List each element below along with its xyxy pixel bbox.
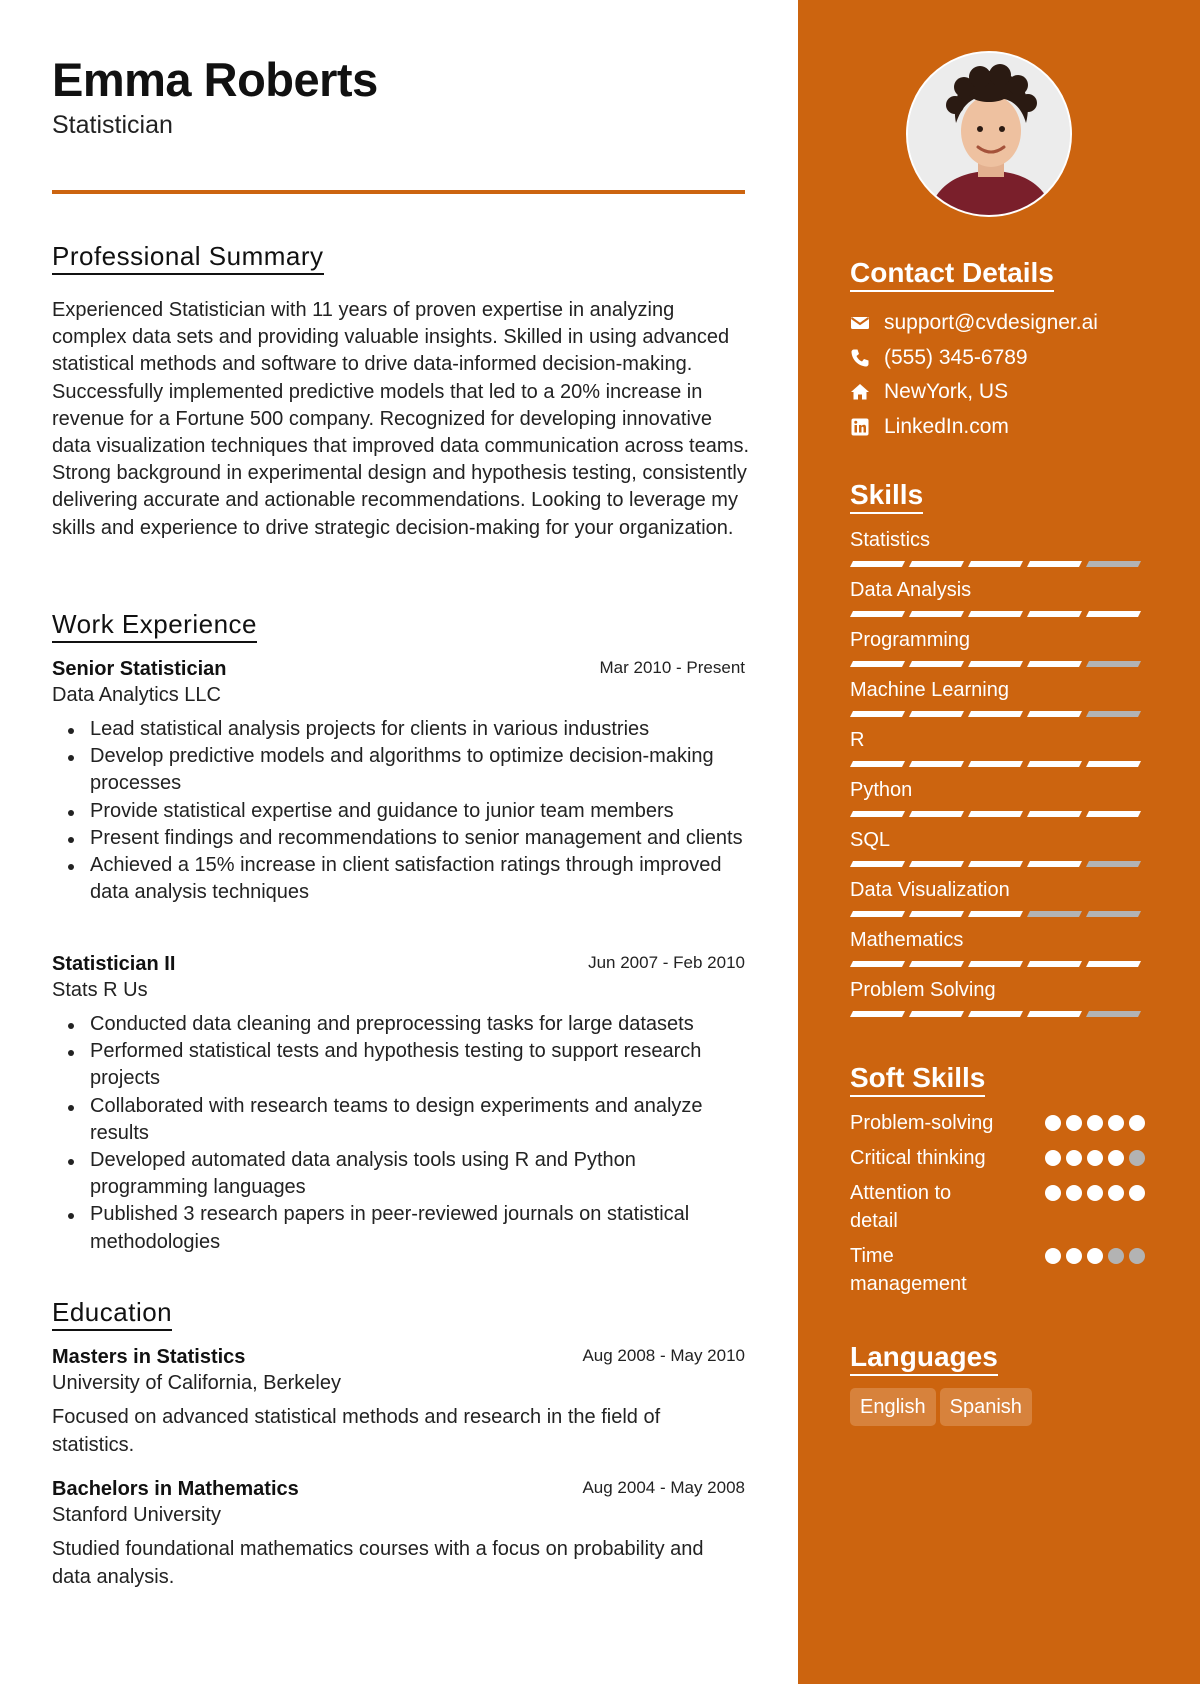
rating-dot-empty: [1108, 1248, 1124, 1264]
skill-item: [850, 827, 1150, 877]
skill-rating-bar: [850, 861, 1145, 867]
skill-segment-filled: [909, 1011, 964, 1017]
soft-skill-name: Problem-solving: [850, 1112, 994, 1134]
skill-rating-bar: [850, 711, 1145, 717]
skill-item: [850, 577, 1150, 627]
rating-dot-filled: [1087, 1150, 1103, 1166]
education-entry: [52, 1344, 745, 1459]
rating-dot-filled: [1045, 1185, 1061, 1201]
skill-segment-filled: [850, 1011, 905, 1017]
rating-dot-filled: [1066, 1248, 1082, 1264]
languages-heading: Languages: [850, 1340, 998, 1376]
skill-rating-bar: [850, 761, 1145, 767]
contact-phone[interactable]: [850, 343, 1180, 378]
job-bullets: [52, 1011, 745, 1256]
job-bullets: [52, 716, 745, 906]
skill-rating-bar: [850, 811, 1145, 817]
skill-segment-filled: [1086, 611, 1141, 617]
school-name: University of California, Berkeley: [52, 1372, 341, 1394]
skill-name: Data Visualization: [850, 879, 1010, 901]
rating-dot-filled: [1108, 1150, 1124, 1166]
soft-skill-rating: [1045, 1185, 1145, 1201]
rating-dot-filled: [1066, 1150, 1082, 1166]
rating-dot-filled: [1108, 1115, 1124, 1131]
skill-item: [850, 877, 1150, 927]
rating-dot-filled: [1045, 1150, 1061, 1166]
skill-segment-empty: [1086, 911, 1141, 917]
profile-photo: [906, 51, 1072, 217]
job-date: Mar 2010 - Present: [599, 658, 745, 677]
skill-segment-filled: [909, 561, 964, 567]
skill-segment-filled: [1086, 811, 1141, 817]
contact-linkedin-text: LinkedIn.com: [884, 414, 1009, 438]
job-entry: [52, 656, 745, 906]
skill-segment-empty: [1086, 711, 1141, 717]
skill-segment-filled: [1027, 861, 1082, 867]
language-tag: English: [850, 1388, 936, 1426]
header-divider: [52, 190, 745, 194]
skill-segment-filled: [1027, 561, 1082, 567]
summary-heading: Professional Summary: [52, 241, 324, 275]
rating-dot-filled: [1108, 1185, 1124, 1201]
languages-list: [850, 1388, 1036, 1426]
contact-email[interactable]: [850, 308, 1180, 343]
sidebar: [798, 0, 1200, 1684]
job-bullet: Provide statistical expertise and guidance to junior team members: [52, 798, 745, 825]
skill-rating-bar: [850, 1011, 1145, 1017]
soft-skill-name: Attention to detail: [850, 1182, 952, 1232]
soft-skill-rating: [1045, 1248, 1145, 1264]
soft-skill-item: [850, 1145, 1150, 1180]
skill-item: [850, 627, 1150, 677]
skill-segment-filled: [909, 961, 964, 967]
experience-heading: Work Experience: [52, 609, 257, 643]
skill-segment-filled: [1027, 661, 1082, 667]
soft-skill-rating: [1045, 1150, 1145, 1166]
skill-segment-empty: [1027, 911, 1082, 917]
skill-segment-filled: [968, 761, 1023, 767]
rating-dot-filled: [1045, 1115, 1061, 1131]
skill-segment-filled: [850, 861, 905, 867]
contact-email-text: support@cvdesigner.ai: [884, 311, 1098, 334]
skill-item: [850, 927, 1150, 977]
skill-segment-filled: [968, 611, 1023, 617]
skill-item: [850, 777, 1150, 827]
skill-segment-empty: [1086, 561, 1141, 567]
job-title: Senior Statistician: [52, 658, 227, 680]
skill-segment-filled: [968, 661, 1023, 667]
soft-skills-list: [850, 1110, 1150, 1303]
rating-dot-filled: [1066, 1185, 1082, 1201]
skill-segment-filled: [850, 611, 905, 617]
avatar-illustration: [908, 53, 1072, 217]
skill-segment-filled: [968, 811, 1023, 817]
rating-dot-filled: [1087, 1185, 1103, 1201]
skills-list: [850, 527, 1150, 1027]
skill-segment-filled: [909, 861, 964, 867]
rating-dot-empty: [1129, 1248, 1145, 1264]
education-heading: Education: [52, 1297, 172, 1331]
job-company: Stats R Us: [52, 979, 148, 1001]
skill-name: SQL: [850, 829, 891, 851]
skill-name: Programming: [850, 629, 971, 651]
skill-item: [850, 727, 1150, 777]
rating-dot-filled: [1066, 1115, 1082, 1131]
skill-segment-empty: [1086, 661, 1141, 667]
summary-text: Experienced Statistician with 11 years of proven expertise in analyzing complex data sets and providing valuable insights. Skilled in using advanced statistical methods and software to drive data-informed decision-making. Successfully implemented predictive models that led to a 20% increase in revenue for a Fortune 500 company. Recognized for developing innovative data visualization techniques that improved data communication across teams. Strong background in experimental design and hypothesis testing, consistently delivering accurate and actionable recommendations. Looking to leverage my skills and experience to drive strategic decision-making for your organization.: [52, 299, 750, 539]
skills-heading: Skills: [850, 478, 923, 514]
skill-segment-filled: [1027, 1011, 1082, 1017]
skill-rating-bar: [850, 611, 1145, 617]
linkedin-icon: [850, 417, 870, 437]
skill-name: Python: [850, 779, 913, 801]
soft-skill-item: [850, 1110, 1150, 1145]
skill-segment-filled: [1027, 761, 1082, 767]
job-date: Jun 2007 - Feb 2010: [588, 953, 745, 972]
soft-skill-name: Critical thinking: [850, 1147, 986, 1169]
skill-segment-filled: [850, 761, 905, 767]
skill-rating-bar: [850, 911, 1145, 917]
skill-segment-filled: [968, 561, 1023, 567]
skill-segment-empty: [1086, 1011, 1141, 1017]
skill-item: [850, 527, 1150, 577]
job-bullet: Developed automated data analysis tools using R and Python programming languages: [52, 1147, 745, 1201]
skill-segment-filled: [1027, 611, 1082, 617]
skill-segment-filled: [909, 661, 964, 667]
candidate-role: Statistician: [52, 111, 173, 139]
soft-skill-item: [850, 1243, 1150, 1303]
skill-segment-filled: [850, 561, 905, 567]
skill-name: Machine Learning: [850, 679, 1009, 701]
skill-item: [850, 977, 1150, 1027]
skill-rating-bar: [850, 661, 1145, 667]
job-bullet: Achieved a 15% increase in client satisfaction ratings through improved data analysis techniques: [52, 852, 745, 906]
skill-segment-filled: [968, 961, 1023, 967]
skill-segment-filled: [968, 1011, 1023, 1017]
job-entry: [52, 951, 745, 1256]
job-bullet: Published 3 research papers in peer-reviewed journals on statistical methodologies: [52, 1201, 745, 1255]
skill-segment-filled: [968, 911, 1023, 917]
job-bullet: Present findings and recommendations to senior management and clients: [52, 825, 745, 852]
degree-title: Masters in Statistics: [52, 1346, 246, 1368]
skill-segment-empty: [1086, 861, 1141, 867]
rating-dot-filled: [1129, 1115, 1145, 1131]
skill-rating-bar: [850, 561, 1145, 567]
skill-segment-filled: [909, 811, 964, 817]
degree-title: Bachelors in Mathematics: [52, 1478, 299, 1500]
job-company: Data Analytics LLC: [52, 684, 221, 706]
skill-segment-filled: [850, 661, 905, 667]
soft-skill-name: Time management: [850, 1245, 967, 1295]
rating-dot-filled: [1087, 1115, 1103, 1131]
home-icon: [850, 382, 870, 402]
envelope-icon: [850, 313, 870, 333]
education-date: Aug 2004 - May 2008: [582, 1478, 745, 1497]
skill-segment-filled: [909, 711, 964, 717]
soft-skills-heading: Soft Skills: [850, 1061, 985, 1097]
skill-name: Statistics: [850, 529, 931, 551]
skill-name: R: [850, 729, 865, 751]
skill-segment-filled: [1027, 811, 1082, 817]
contact-linkedin[interactable]: [850, 412, 1180, 447]
skill-segment-filled: [1027, 961, 1082, 967]
education-description: Focused on advanced statistical methods and research in the field of statistics.: [52, 1406, 661, 1456]
contact-location-text: NewYork, US: [884, 380, 1009, 403]
contact-phone-text: (555) 345-6789: [884, 345, 1028, 369]
soft-skill-item: [850, 1180, 1150, 1243]
contact-heading: Contact Details: [850, 256, 1054, 292]
rating-dot-filled: [1129, 1185, 1145, 1201]
job-bullet: Conducted data cleaning and preprocessing tasks for large datasets: [52, 1011, 745, 1038]
job-bullet: Collaborated with research teams to design experiments and analyze results: [52, 1093, 745, 1147]
skill-segment-filled: [1086, 961, 1141, 967]
job-bullet: Performed statistical tests and hypothesis testing to support research projects: [52, 1038, 745, 1092]
skill-segment-filled: [909, 911, 964, 917]
skill-segment-filled: [850, 711, 905, 717]
school-name: Stanford University: [52, 1504, 221, 1526]
skill-segment-filled: [909, 761, 964, 767]
skill-segment-filled: [850, 961, 905, 967]
language-tag: Spanish: [940, 1388, 1032, 1426]
education-date: Aug 2008 - May 2010: [582, 1346, 745, 1365]
skill-segment-filled: [968, 711, 1023, 717]
job-bullet: Lead statistical analysis projects for clients in various industries: [52, 716, 745, 743]
rating-dot-filled: [1045, 1248, 1061, 1264]
skill-segment-filled: [1086, 761, 1141, 767]
education-entry: [52, 1476, 745, 1591]
skill-item: [850, 677, 1150, 727]
skill-name: Problem Solving: [850, 979, 996, 1001]
skill-name: Data Analysis: [850, 579, 972, 601]
phone-icon: [850, 348, 870, 368]
job-bullet: Develop predictive models and algorithms to optimize decision-making processes: [52, 743, 745, 797]
skill-segment-filled: [909, 611, 964, 617]
skill-segment-filled: [1027, 711, 1082, 717]
rating-dot-empty: [1129, 1150, 1145, 1166]
job-title: Statistician II: [52, 953, 176, 975]
skill-rating-bar: [850, 961, 1145, 967]
skill-name: Mathematics: [850, 929, 964, 951]
rating-dot-filled: [1087, 1248, 1103, 1264]
candidate-name: Emma Roberts: [52, 53, 378, 106]
skill-segment-filled: [968, 861, 1023, 867]
education-description: Studied foundational mathematics courses with a focus on probability and data analysis.: [52, 1538, 704, 1588]
soft-skill-rating: [1045, 1115, 1145, 1131]
contact-location: [850, 377, 1180, 412]
skill-segment-filled: [850, 811, 905, 817]
skill-segment-filled: [850, 911, 905, 917]
contact-list: [850, 308, 1180, 446]
